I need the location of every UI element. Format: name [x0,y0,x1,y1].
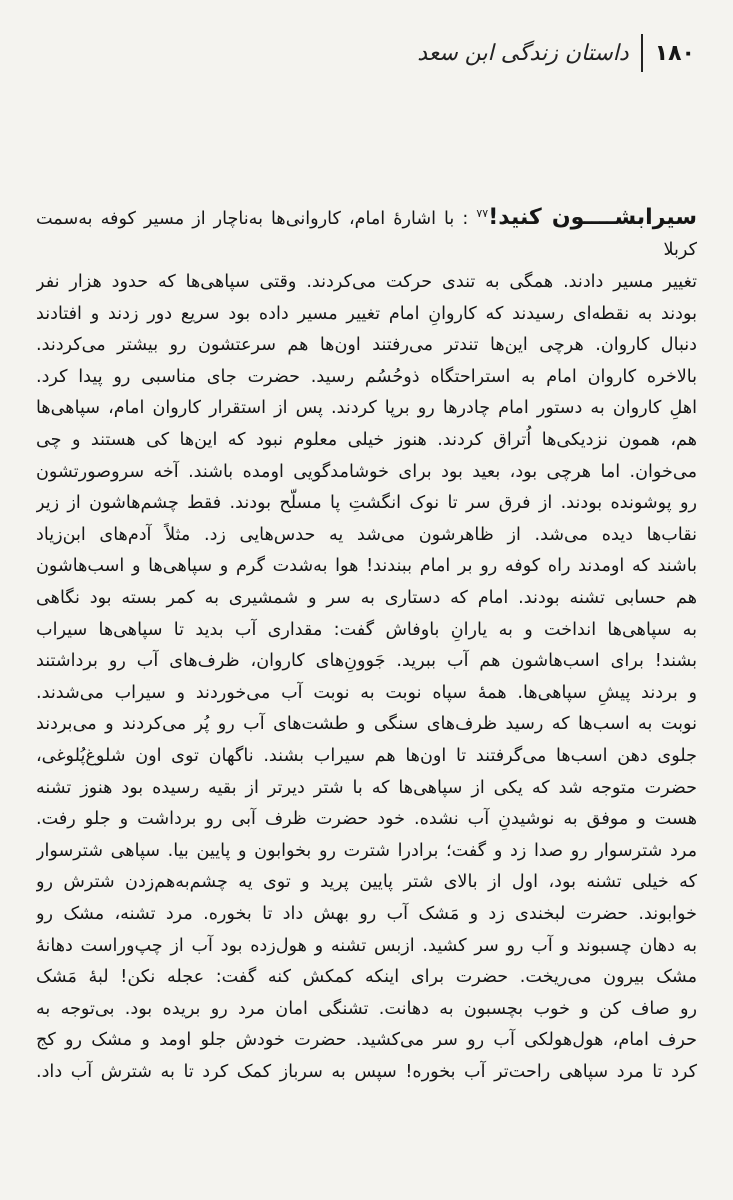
header-divider [641,34,643,72]
paragraph-line-3: دنبال کاروان. هرچی این‌ها تندتر می‌رفتند اون‌ها هم سرعتشون رو بیشتر می‌کردند. [36,335,697,356]
page-number: ۱۸۰ [654,40,695,66]
paragraph-line-15: نوبت به اسب‌ها که رسید ظرف‌های سنگی و طشت‌های آب رو پُر می‌کردند و می‌بردند [36,714,697,735]
paragraph-line-19: مرد شترسوار رو صدا زد و گفت؛ برادرا شترت رو بخوابون و پایین بیا. سپاهی شترسوار [36,840,697,861]
body-text [36,198,697,1188]
paragraph-line-6: هم، همون نزدیکی‌ها اُتراق کردند. هنوز خیلی معلوم نبود که این‌ها کی هستند و چی [36,430,697,451]
first-line-text: : با اشارهٔ امام، کاروانی‌ها به‌ناچار از مسیر کوفه به‌سمت کربلا [36,208,697,261]
paragraph-line-21: خوابوند. حضرت لبخندی زد و مَشک آب رو بهش داد تا بخوره. مرد تشنه، مشک رو [36,903,697,924]
paragraph-line-22: به دهان چسبوند و آب رو سر کشید. ازبس تشنه و هول‌زده بود آب از چپ‌وراست دهانهٔ [36,935,697,956]
paragraph-line-8: رو پوشونده بودند. از فرق سر تا نوک انگشتِ پا مسلّح بودند. فقط چشم‌هاشون از زیر [36,493,697,514]
paragraph-line-24: رو صاف کن و خوب بچسبون به دهانت. تشنگی امان مرد رو بریده بود. بی‌توجه به [36,998,697,1019]
section-title: سیرابشــــون کنید! [488,204,697,230]
footnote-ref: ۷۷ [476,207,489,220]
paragraph-line-13: بشند! برای اسب‌هاشون هم آب ببرید. جَوونِ‌های کاروان، ظرف‌های آب رو برداشتند [36,651,697,672]
paragraph-line-7: می‌خوان. اما هرچی بود، بعید بود برای خوشامدگویی اومده باشند. آخه سروصورتشون [36,461,697,482]
paragraph-line-26: کرد تا مرد سپاهی راحت‌تر آب بخوره! سپس به سرباز کمک کرد تا به شترش آب داد. [36,1061,697,1082]
paragraph-lines [36,267,697,1088]
paragraph-line-4: بالاخره کاروان امام به استراحتگاه ذوحُسُم رسید. حضرت جای مناسبی رو پیدا کرد. [36,366,697,387]
paragraph-line-25: حرف امام، هول‌هولکی آب رو سر می‌کشید. حضرت خودش جلو اومد و مشک رو کج [36,1030,697,1051]
running-head [417,34,695,72]
paragraph-line-11: هم حسابی تشنه بودند. امام که دستاری به سر و شمشیری به کمر بسته بود نگاهی [36,587,697,608]
paragraph-line-10: باشند که اومدند راه کوفه رو بر امام ببندند! هوا به‌شدت گرم و سپاهی‌ها و اسب‌هاشون [36,556,697,577]
paragraph-line-23: مشک بیرون می‌ریخت. حضرت برای اینکه کمکش کنه گفت: عجله نکن! لبهٔ مَشک [36,967,697,988]
paragraph-line-17: حضرت متوجه شد که یکی از سپاهی‌ها که با شتر دیرتر از بقیه رسیده بود هنوز تشنه [36,777,697,798]
paragraph-line-1: تغییر مسیر دادند. همگی به تندی حرکت می‌کردند. وقتی سپاهی‌ها که حدود هزار نفر [36,272,697,293]
paragraph-line-16: جلوی دهن اسب‌ها می‌گرفتند تا اون‌ها هم سیراب بشند. ناگهان توی اون شلوغ‌پُلوغی، [36,745,697,766]
paragraph-line-14: و بردند پیشِ سپاهی‌ها. همهٔ سپاه نوبت به نوبت آب می‌خوردند و سیراب می‌شدند. [36,682,697,703]
paragraph-line-20: که خیلی تشنه بود، اول از بالای شتر پایین پرید و توی یه چشم‌به‌هم‌زدن شترش رو [36,872,697,893]
paragraph-line-9: نقاب‌ها دیده می‌شد. از ظاهرشون می‌شد یه حدس‌هایی زد. مثلاً آدم‌های ابن‌زیاد [36,524,697,545]
paragraph-line-5: اهلِ کاروان به دستور امام چادرها رو برپا کردند. پس از استقرار کاروان امام، سپاهی‌ها [36,398,697,419]
paragraph-line-18: هست و موفق به نوشیدنِ آب نشده. خود حضرت ظرف آبی رو برداشت و جلو رفت. [36,809,697,830]
paragraph-line-12: به سپاهی‌ها انداخت و به یارانِ باوفاش گفت: مقداری آب بدید تا سپاهی‌ها سیراب [36,619,697,640]
paragraph-line-0 [36,198,697,267]
paragraph-line-2: بودند به نقطه‌ای رسیدند که کاروانِ امام تغییر مسیر داده بود سریع دور زدند و افتادند [36,303,697,324]
book-logo: داستان زندگی ابن سعد [417,40,629,66]
